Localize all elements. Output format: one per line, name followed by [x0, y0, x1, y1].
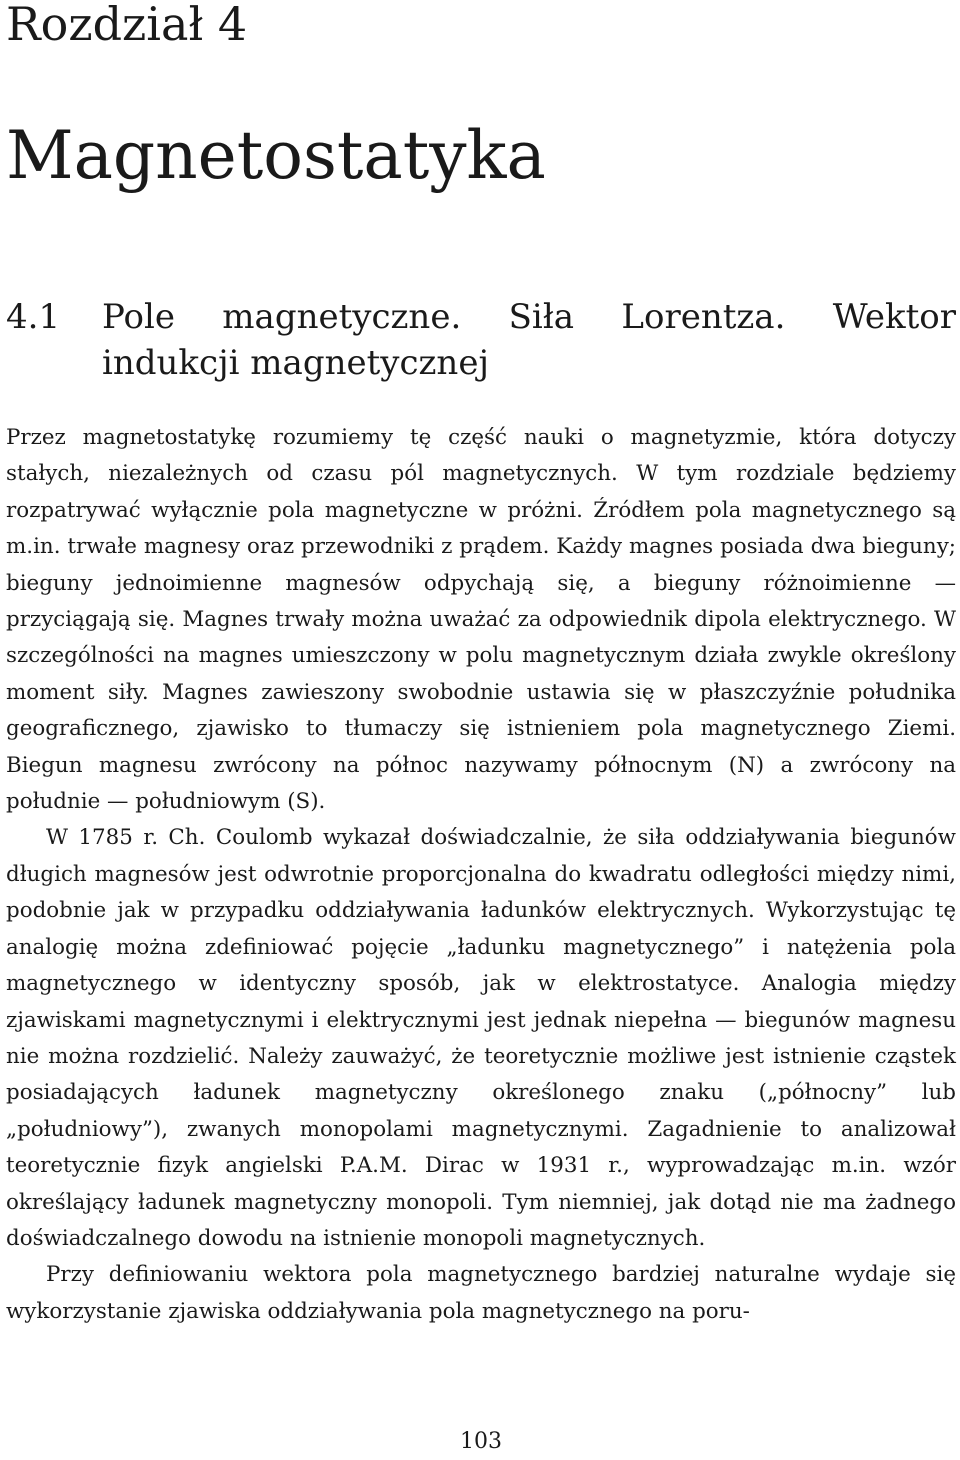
section-title: Pole magnetyczne. Siła Lorentza. Wektor indukcji magnetycznej	[102, 297, 956, 383]
chapter-label: Rozdział 4	[6, 0, 248, 51]
paragraph-1: Przez magnetostatykę rozumiemy tę część nauki o magnetyzmie, która dotyczy stałych, niezależnych od czasu pól magnetycznych. W tym rozdziale będziemy rozpatrywać wyłącznie pola magnetyczne w próżni. Źródłem pola magnetycznego są m.in. trwałe magnesy oraz przewodniki z prądem. Każdy magnes posiada dwa bieguny; bieguny jednoimienne magnesów odpychają się, a bieguny różnoimienne — przyciągają się. Magnes trwały można uważać za odpowiednik dipola elektrycznego. W szczególności na magnes umieszczony w polu magnetycznym działa zwykle określony moment siły. Magnes zawieszony swobodnie ustawia się w płaszczyźnie południka geograficznego, zjawisko to tłumaczy się istnieniem pola magnetycznego Ziemi. Biegun magnesu zwrócony na północ nazywamy północnym (N) a zwrócony na południe — południowym (S).	[6, 425, 956, 815]
section-heading	[6, 294, 956, 386]
paragraph-2: W 1785 r. Ch. Coulomb wykazał doświadczalnie, że siła oddziaływania biegunów długich magnesów jest odwrotnie proporcjonalna do kwadratu odległości między nimi, podobnie jak w przypadku oddziaływania ładunków elektrycznych. Wykorzystując tę analogię można zdefiniować pojęcie „ładunku magnetycznego” i natężenia pola magnetycznego w identyczny sposób, jak w elektrostatyce. Analogia między zjawiskami magnetycznymi i elektrycznymi jest jednak niepełna — biegunów magnesu nie można rozdzielić. Należy zauważyć, że teoretycznie możliwe jest istnienie cząstek posiadających ładunek magnetyczny określonego znaku („północny” lub „południowy”), zwanych monopolami magnetycznymi. Zagadnienie to analizował teoretycznie fizyk angielski P.A.M. Dirac w 1931 r., wyprowadzając m.in. wzór określający ładunek magnetyczny monopoli. Tym niemniej, jak dotąd nie ma żadnego doświadczalnego dowodu na istnienie monopoli magnetycznych.	[6, 825, 956, 1251]
paragraph-3: Przy definiowaniu wektora pola magnetycznego bardziej naturalne wydaje się wykorzystanie zjawiska oddziaływania pola magnetycznego na poru-	[6, 1262, 956, 1324]
body-text	[6, 420, 956, 1330]
section-number: 4.1	[6, 297, 61, 337]
page-number: 103	[460, 1429, 502, 1454]
chapter-title: Magnetostatyka	[6, 117, 546, 194]
